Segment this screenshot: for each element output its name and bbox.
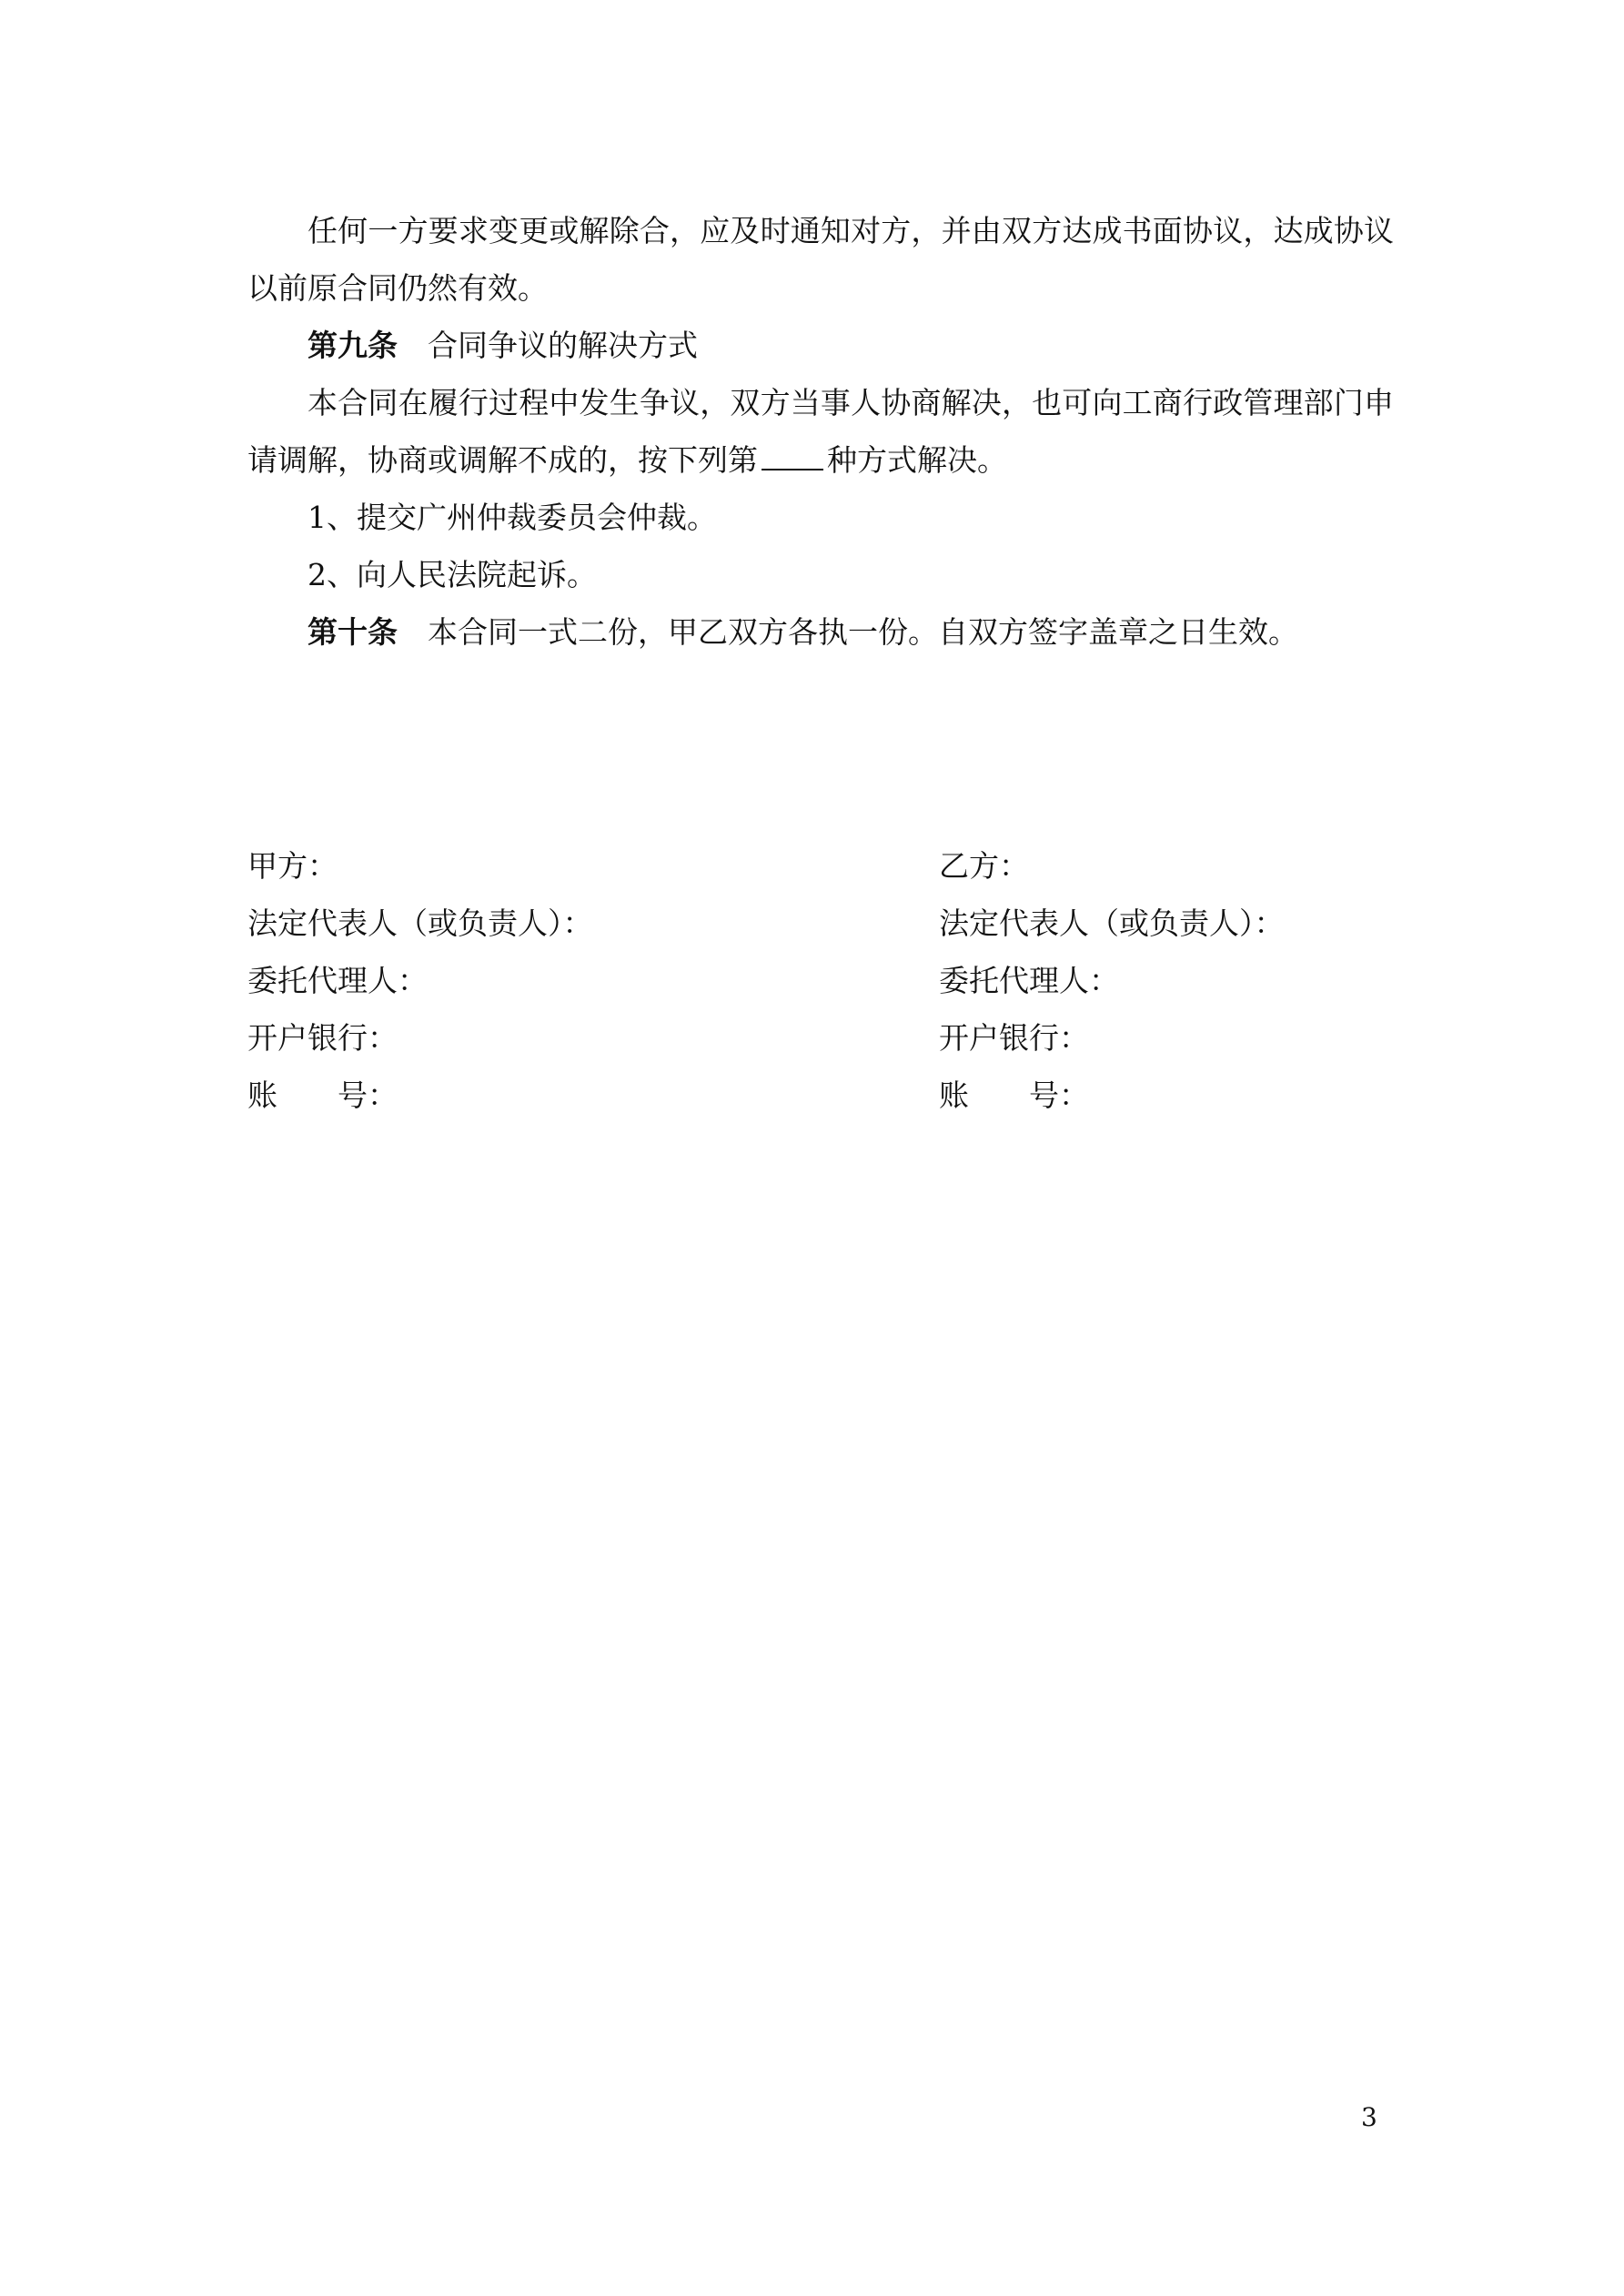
party-a-bank: 开户银行： xyxy=(247,1020,398,1056)
page-number: 3 xyxy=(1361,2102,1377,2132)
article-9-option-2: 2、向人民法院起诉。 xyxy=(308,557,597,592)
article-10-text: 本合同一式二份，甲乙双方各执一份。自双方签字盖章之日生效。 xyxy=(428,614,1298,650)
article-9-title: 合同争议的解决方式 xyxy=(428,328,698,363)
party-a-legal-rep: 法定代表人（或负责人）： xyxy=(247,905,593,941)
party-b-agent: 委托代理人： xyxy=(939,963,1119,998)
party-a-signature xyxy=(247,837,757,1124)
article-9-body-tail: 种方式解决。 xyxy=(827,442,1007,478)
party-a-agent: 委托代理人： xyxy=(247,963,428,998)
party-b-account: 账 号： xyxy=(939,1077,1089,1113)
article-9-label: 第九条 xyxy=(308,328,398,363)
party-a-account: 账 号： xyxy=(247,1077,398,1113)
fill-in-blank xyxy=(762,441,823,470)
article-10-label: 第十条 xyxy=(308,614,398,650)
party-b-legal-rep: 法定代表人（或负责人）： xyxy=(939,905,1285,941)
article-9-body xyxy=(247,374,1394,489)
article-9-heading xyxy=(247,317,1394,374)
article-9-option-1: 1、提交广州仲裁委员会仲裁。 xyxy=(308,500,717,535)
paragraph-amendment: 任何一方要求变更或解除合，应及时通知对方，并由双方达成书面协议，达成协议以前原合同仍然有效。 xyxy=(247,213,1394,306)
article-9-body-text: 本合同在履行过程中发生争议，双方当事人协商解决，也可向工商行政管理部门申请调解，协商或调解不成的，按下列第 xyxy=(247,385,1394,478)
article-10 xyxy=(247,603,1394,661)
contract-body xyxy=(247,202,1394,661)
party-a-label: 甲方： xyxy=(247,848,338,884)
party-b-label: 乙方： xyxy=(939,848,1029,884)
party-b-bank: 开户银行： xyxy=(939,1020,1089,1056)
party-b-signature xyxy=(939,837,1448,1124)
